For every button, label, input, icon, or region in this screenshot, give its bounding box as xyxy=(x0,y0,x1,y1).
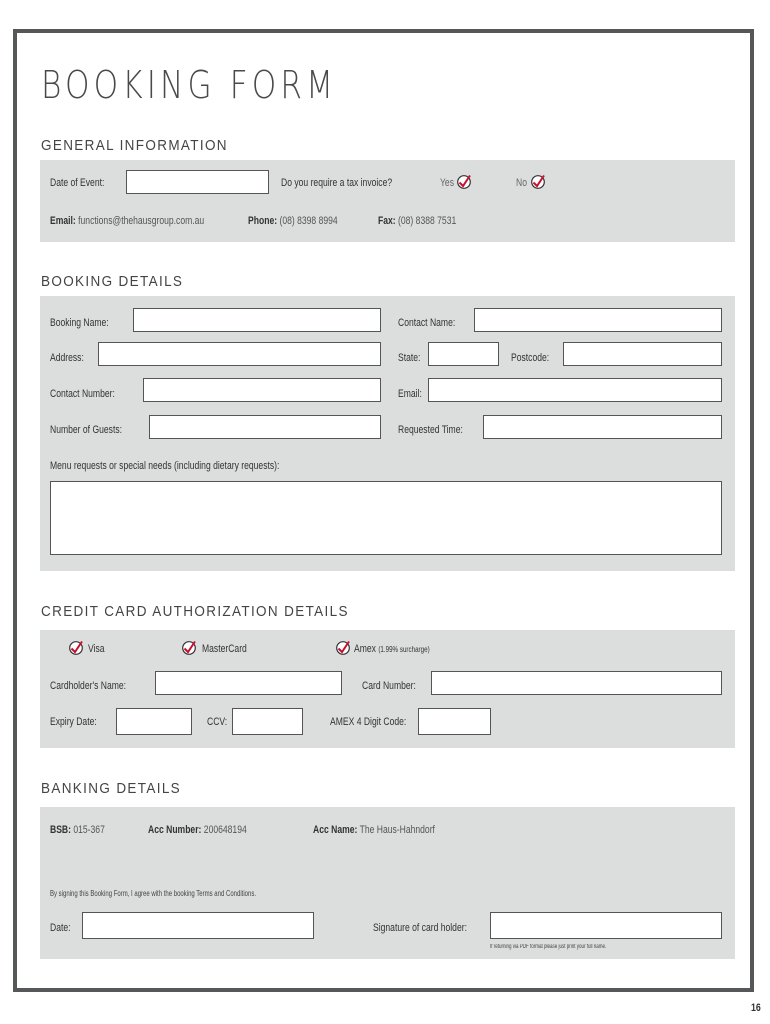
phone-line xyxy=(248,214,338,228)
signature-note: If returning via PDF format please just print your full name. xyxy=(490,944,607,950)
card-number-input[interactable] xyxy=(431,671,722,695)
expiry-label: Expiry Date: xyxy=(50,716,97,728)
expiry-input[interactable] xyxy=(116,708,192,735)
tax-yes-label: Yes xyxy=(440,177,455,189)
address-input[interactable] xyxy=(98,342,381,366)
contact-name-label: Contact Name: xyxy=(398,317,456,329)
bsb-label: BSB: xyxy=(50,824,71,836)
form-frame xyxy=(13,29,754,992)
address-label: Address: xyxy=(50,352,84,364)
postcode-input[interactable] xyxy=(563,342,722,366)
tax-invoice-question: Do you require a tax invoice? xyxy=(281,177,393,189)
booking-panel xyxy=(40,296,735,571)
contact-number-input[interactable] xyxy=(143,378,381,402)
acc-number-line xyxy=(148,823,247,837)
email-line xyxy=(50,214,204,228)
date-of-event-label: Date of Event: xyxy=(50,177,105,189)
ccv-input[interactable] xyxy=(232,708,303,735)
sign-date-input[interactable] xyxy=(82,912,314,939)
amex-checkbox-icon[interactable] xyxy=(335,640,351,656)
mastercard-checkbox-icon[interactable] xyxy=(181,640,197,656)
bsb-line xyxy=(50,823,105,837)
page-title: BOOKING FORM xyxy=(41,63,338,107)
fax-line xyxy=(378,214,456,228)
phone-value: (08) 8398 8994 xyxy=(279,215,338,227)
booking-name-input[interactable] xyxy=(133,308,381,332)
terms-text: By signing this Booking Form, I agree with the booking Terms and Conditions. xyxy=(50,889,257,898)
cardholder-label: Cardholder's Name: xyxy=(50,680,127,692)
banking-heading: BANKING DETAILS xyxy=(41,780,182,797)
email-value: functions@thehausgroup.com.au xyxy=(78,215,205,227)
amex-surcharge-note: (1.99% surcharge) xyxy=(378,645,430,654)
contact-number-label: Contact Number: xyxy=(50,388,115,400)
mastercard-label: MasterCard xyxy=(202,643,247,655)
booking-heading: BOOKING DETAILS xyxy=(41,273,184,290)
visa-checkbox-icon[interactable] xyxy=(68,640,84,656)
card-number-label: Card Number: xyxy=(362,680,416,692)
amex-label: Amex xyxy=(354,643,376,655)
general-panel xyxy=(40,160,735,242)
banking-panel xyxy=(40,807,735,959)
sign-date-label: Date: xyxy=(50,922,71,934)
acc-name-value: The Haus-Hahndorf xyxy=(359,824,435,836)
bsb-value: 015-367 xyxy=(73,824,105,836)
requested-time-label: Requested Time: xyxy=(398,424,463,436)
acc-name-label: Acc Name: xyxy=(313,824,358,836)
tax-yes-checkbox-icon[interactable] xyxy=(456,174,472,190)
guests-input[interactable] xyxy=(149,415,381,439)
credit-heading: CREDIT CARD AUTHORIZATION DETAILS xyxy=(41,603,349,620)
cardholder-input[interactable] xyxy=(155,671,342,695)
postcode-label: Postcode: xyxy=(511,352,550,364)
contact-name-input[interactable] xyxy=(474,308,722,332)
amex-code-input[interactable] xyxy=(418,708,491,735)
amex-line xyxy=(354,642,430,657)
state-label: State: xyxy=(398,352,421,364)
amex-code-label: AMEX 4 Digit Code: xyxy=(330,716,407,728)
fax-value: (08) 8388 7531 xyxy=(398,215,457,227)
booking-email-input[interactable] xyxy=(428,378,722,402)
signature-input[interactable] xyxy=(490,912,722,939)
acc-number-value: 200648194 xyxy=(203,824,247,836)
requested-time-input[interactable] xyxy=(483,415,722,439)
visa-label: Visa xyxy=(88,643,105,655)
fax-label: Fax: xyxy=(378,215,396,227)
menu-requests-textarea[interactable] xyxy=(50,481,722,555)
tax-no-checkbox-icon[interactable] xyxy=(530,174,546,190)
phone-label: Phone: xyxy=(248,215,278,227)
booking-name-label: Booking Name: xyxy=(50,317,109,329)
state-input[interactable] xyxy=(428,342,499,366)
general-heading: GENERAL INFORMATION xyxy=(41,137,228,154)
guests-label: Number of Guests: xyxy=(50,424,123,436)
credit-panel xyxy=(40,630,735,748)
date-of-event-input[interactable] xyxy=(126,170,269,194)
acc-number-label: Acc Number: xyxy=(148,824,202,836)
menu-requests-label: Menu requests or special needs (including dietary requests): xyxy=(50,460,280,472)
ccv-label: CCV: xyxy=(207,716,228,728)
signature-label: Signature of card holder: xyxy=(373,922,467,934)
tax-no-label: No xyxy=(516,177,527,189)
booking-email-label: Email: xyxy=(398,388,422,400)
email-label: Email: xyxy=(50,215,76,227)
acc-name-line xyxy=(313,823,435,837)
page-number: 16 xyxy=(751,1002,761,1014)
